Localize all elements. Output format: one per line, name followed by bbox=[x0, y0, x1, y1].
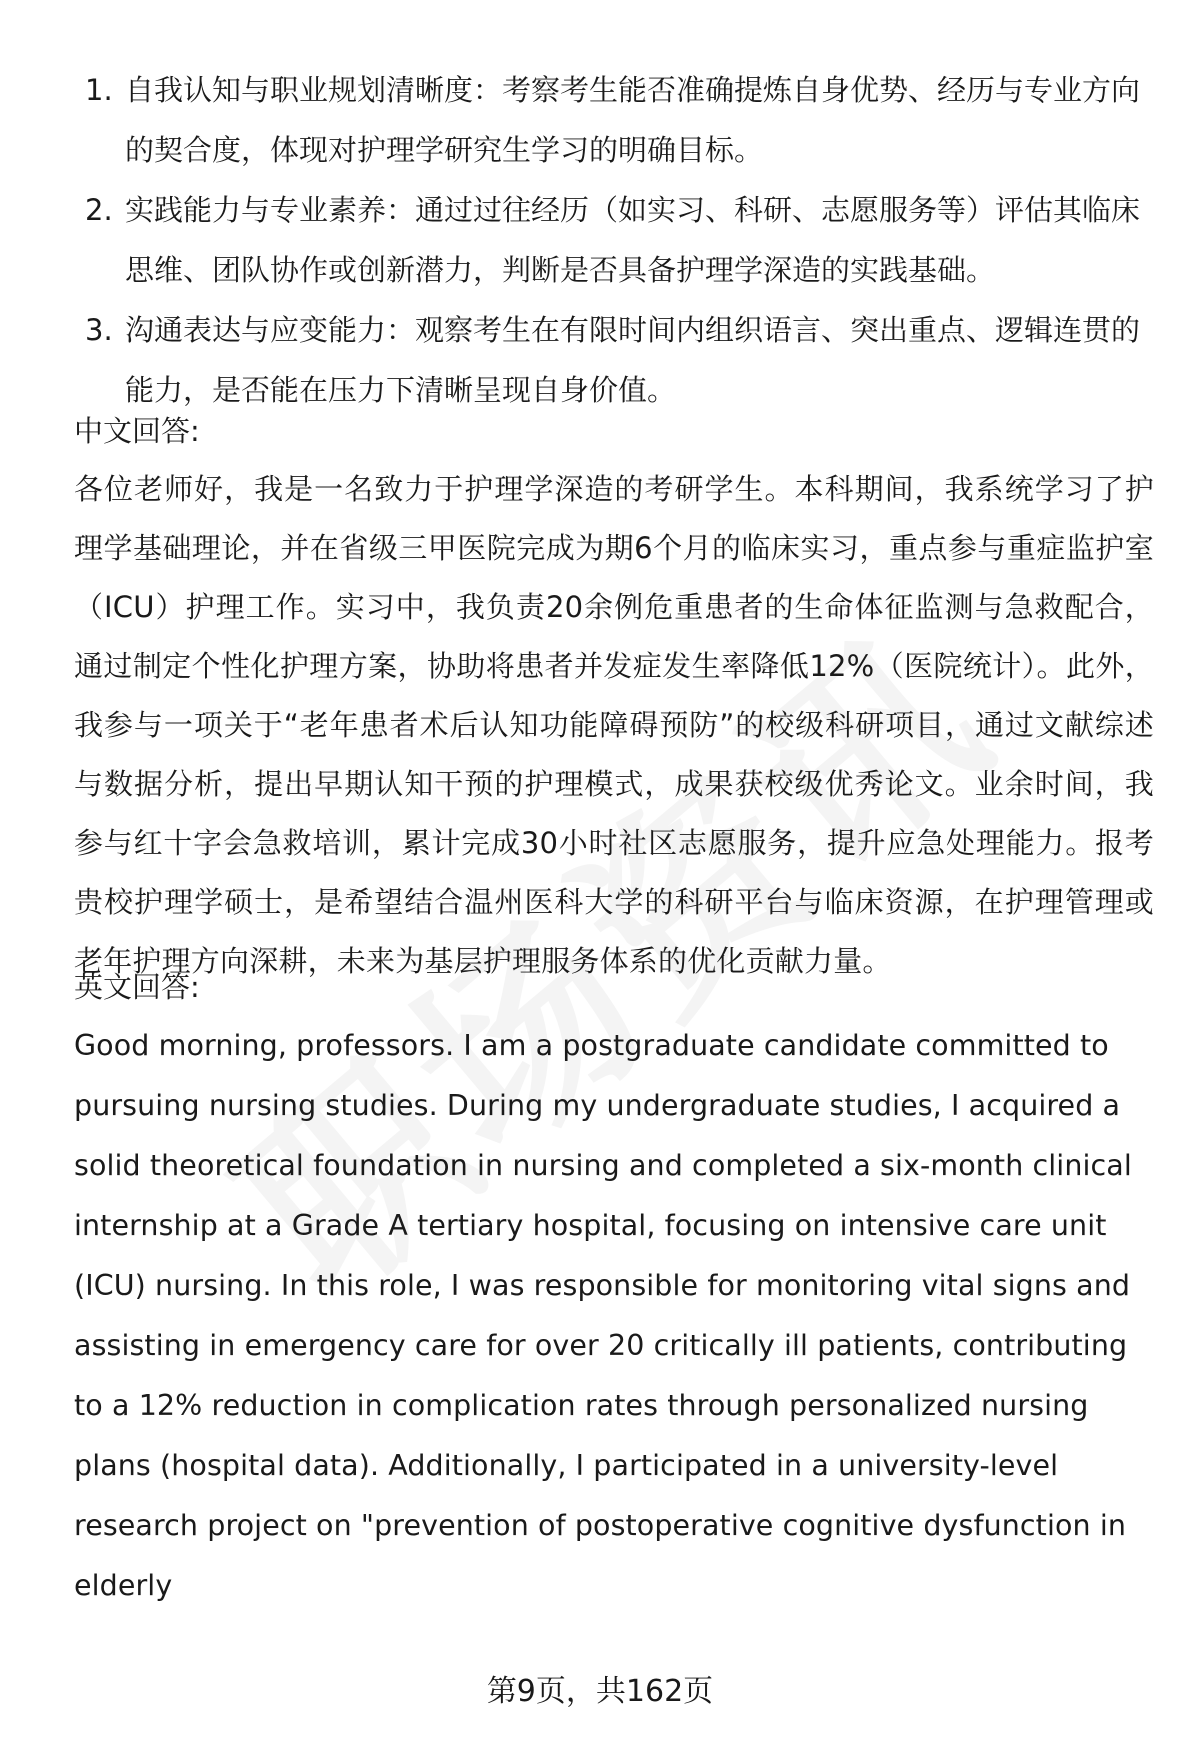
criteria-item bbox=[85, 180, 1145, 300]
criteria-text: 沟通表达与应变能力：观察考生在有限时间内组织语言、突出重点、逻辑连贯的能力，是否能在压力下清晰呈现自身价值。 bbox=[125, 313, 1141, 407]
chinese-answer-body: 各位老师好，我是一名致力于护理学深造的考研学生。本科期间，我系统学习了护理学基础理论，并在省级三甲医院完成为期6个月的临床实习，重点参与重症监护室（ICU）护理工作。实习中，我负责20余例危重患者的生命体征监测与急救配合，通过制定个性化护理方案，协助将患者并发症发生率降低12%（医院统计）。此外，我参与一项关于“老年患者术后认知功能障碍预防”的校级科研项目，通过文献综述与数据分析，提出早期认知干预的护理模式，成果获校级优秀论文。业余时间，我参与红十字会急救培训，累计完成30小时社区志愿服务，提升应急处理能力。报考贵校护理学硕士，是希望结合温州医科大学的科研平台与临床资源，在护理管理或老年护理方向深耕，未来为基层护理服务体系的优化贡献力量。 bbox=[74, 472, 1154, 978]
english-answer-section bbox=[74, 958, 1154, 1616]
criteria-number: 3. bbox=[85, 313, 113, 347]
criteria-text: 实践能力与专业素养：通过过往经历（如实习、科研、志愿服务等）评估其临床思维、团队协作或创新潜力，判断是否具备护理学深造的实践基础。 bbox=[125, 193, 1141, 287]
chinese-answer-section bbox=[74, 402, 1154, 991]
chinese-answer-label: 中文回答: bbox=[74, 414, 200, 448]
criteria-item bbox=[85, 60, 1145, 180]
evaluation-criteria-list bbox=[85, 60, 1145, 420]
english-answer-body: Good morning, professors. I am a postgraduate candidate committed to pursuing nursing studies. During my undergraduate studies, I acquired a solid theoretical foundation in nursing and completed a six-month clinical internship at a Grade A tertiary hospital, focusing on intensive care unit (ICU) nursing. In this role, I was responsible for monitoring vital signs and assisting in emergency care for over 20 critically ill patients, contributing to a 12% reduction in complication rates through personalized nursing plans (hospital data). Additionally, I participated in a university-level research project on "prevention of postoperative cognitive dysfunction in elderly bbox=[74, 1029, 1132, 1602]
page-number-footer: 第9页，共162页 bbox=[486, 1674, 714, 1709]
criteria-text: 自我认知与职业规划清晰度：考察考生能否准确提炼自身优势、经历与专业方向的契合度，体现对护理学研究生学习的明确目标。 bbox=[125, 73, 1141, 167]
english-answer-label: 英文回答: bbox=[74, 970, 200, 1004]
criteria-number: 2. bbox=[85, 193, 113, 227]
criteria-number: 1. bbox=[85, 73, 113, 107]
